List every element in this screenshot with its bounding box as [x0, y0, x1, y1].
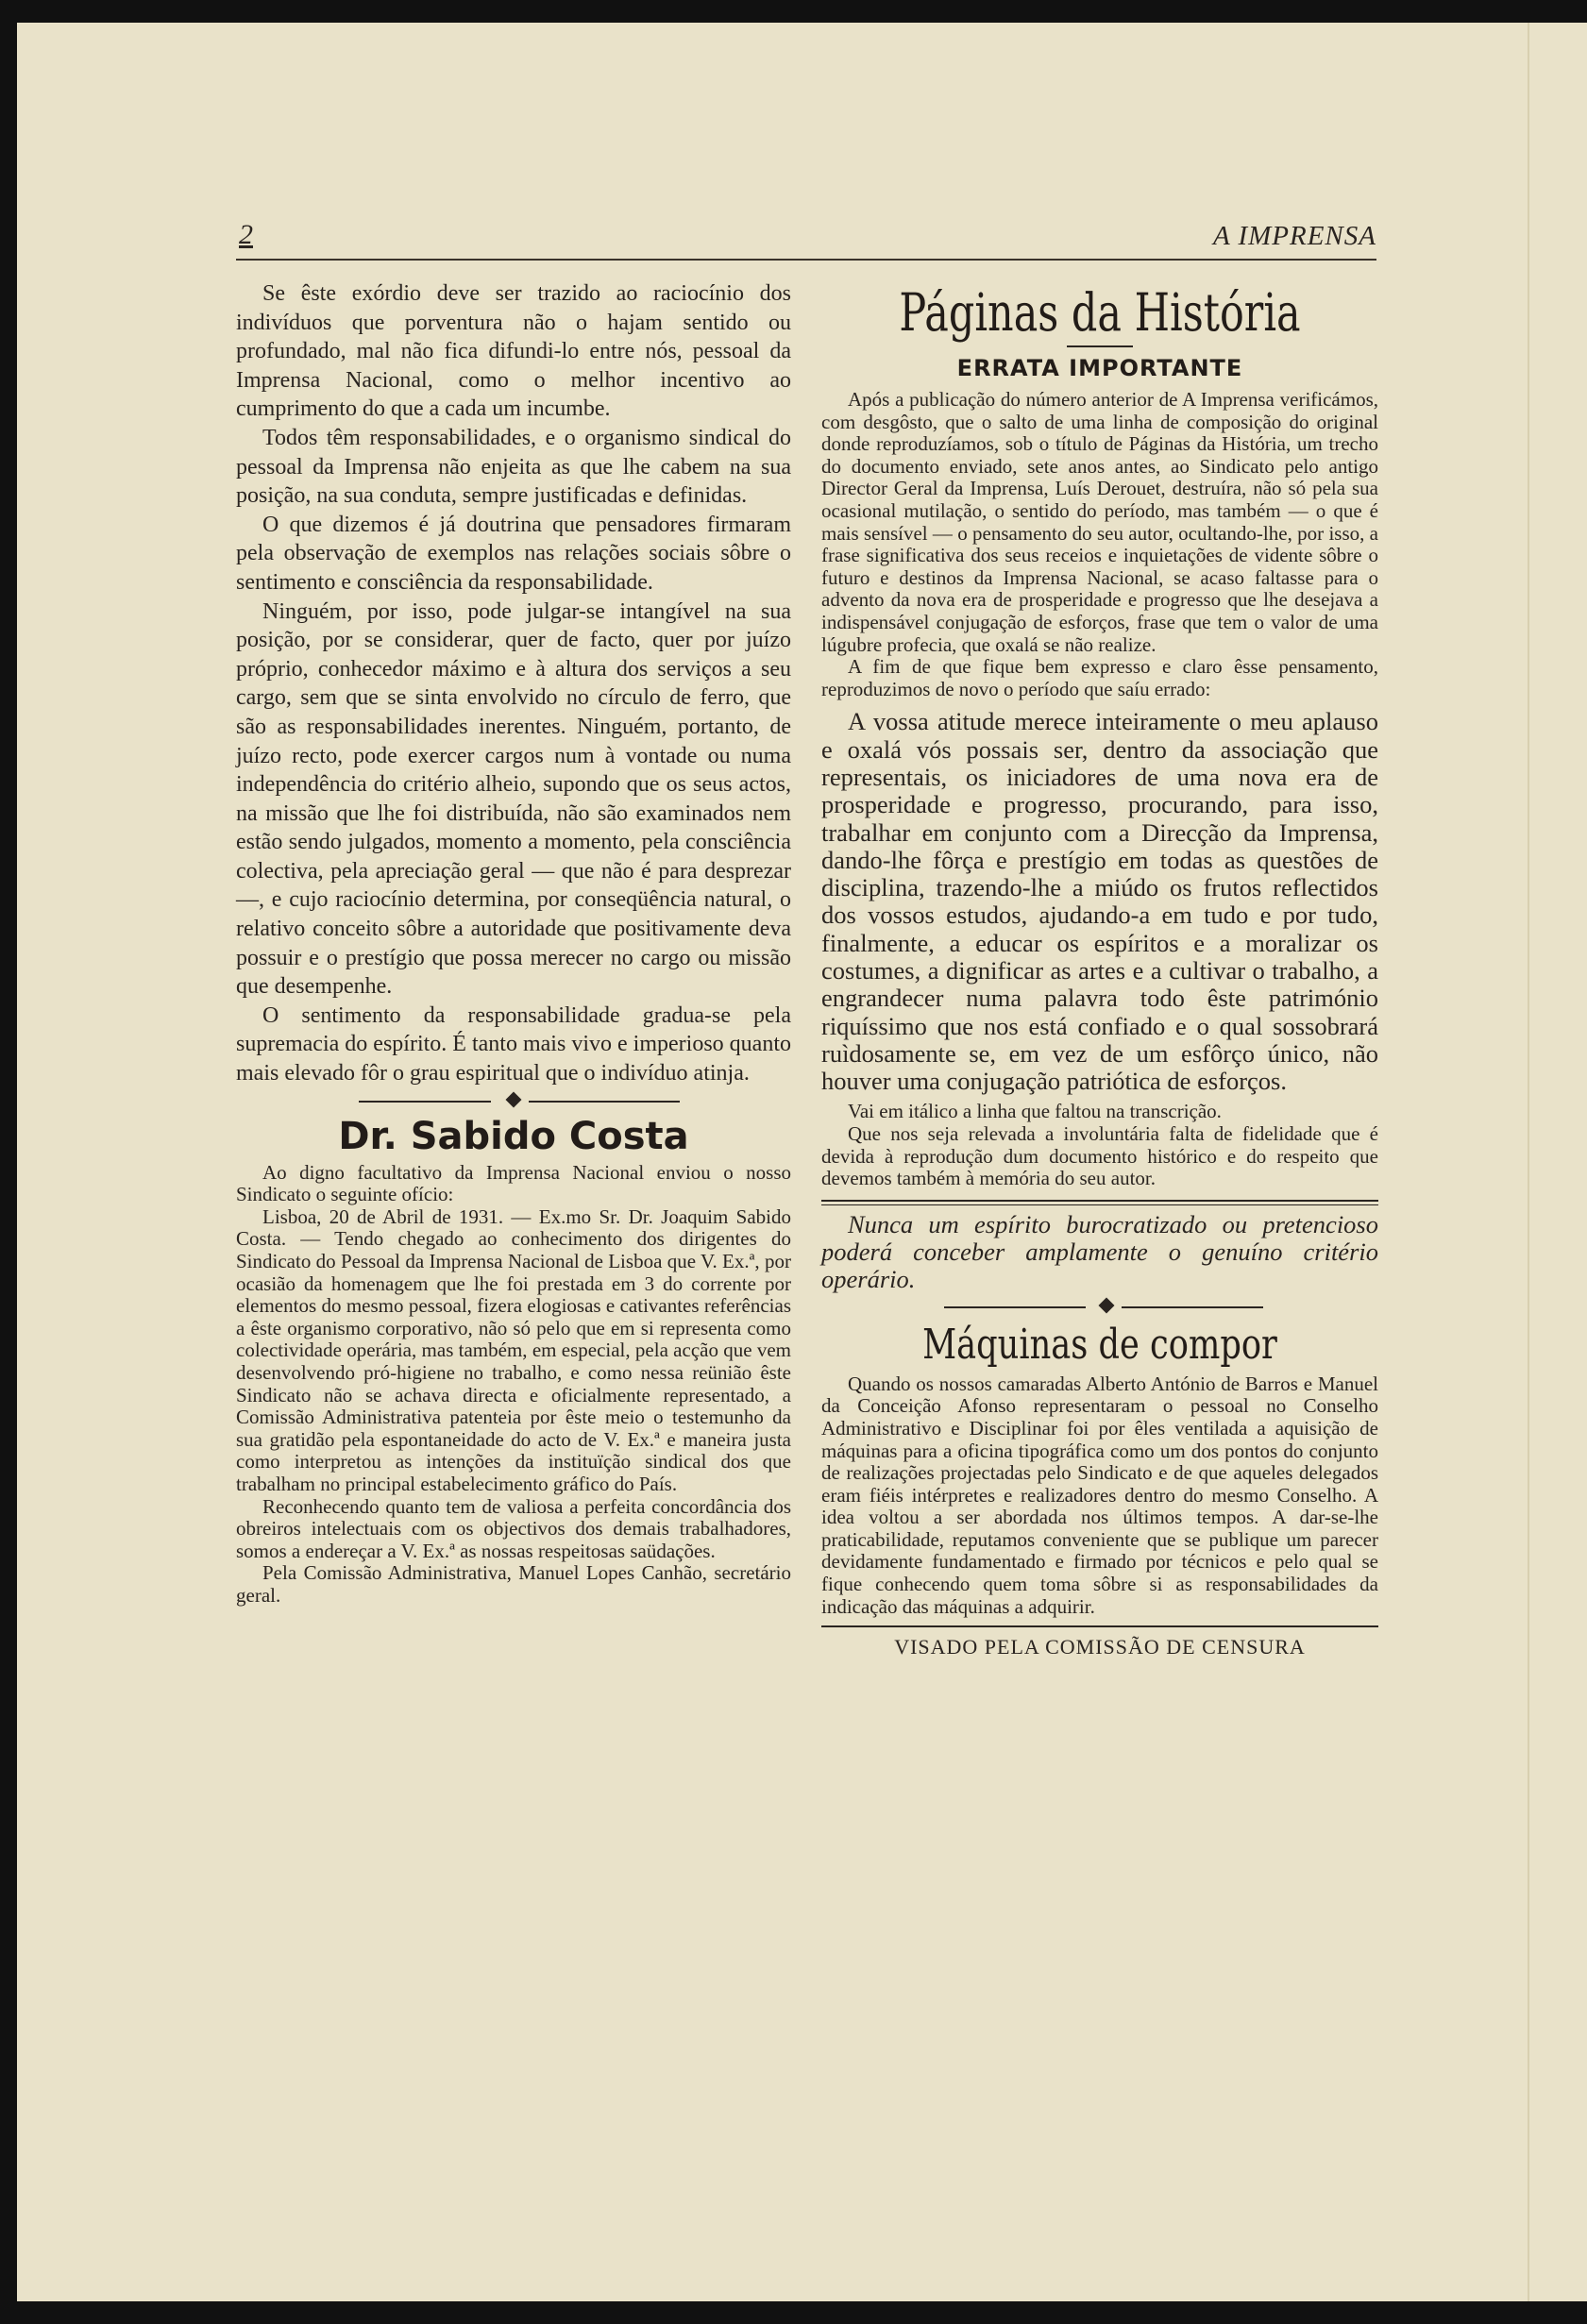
intro-paragraph-4: Ninguém, por isso, pode julgar-se intangível na sua posição, por se considerar, quer de facto, quer por juízo próprio, conhecedor máximo e à altura dos serviços a seu cargo, sem que se sinta envolvido no círculo de ferro, que são as responsabilidades inerentes. Ninguém, portanto, de juízo recto, pode exercer cargos num à vontade ou numa independência do critério alheio, supondo que os seus actos, na missão que lhe foi distribuída, não são examinados nem estão sendo julgados, momento a momento, pela consciência colectiva, pela apreciação geral — que não é para desprezar —, e cujo raciocínio determina, por conseqüência natural, o relativo conceito sôbre a autoridade que positivamente deva possuir e o prestígio que possa merecer no cargo ou missão que desempenhe.: [236, 598, 791, 1000]
sabido-intro: Ao digno facultativo da Imprensa Nacional enviou o nosso Sindicato o seguinte ofício:: [236, 1160, 791, 1206]
maquinas-title: Máquinas de compor: [922, 1320, 1277, 1369]
errata-heading: ERRATA IMPORTANTE: [956, 355, 1243, 381]
section-ornament: [236, 1094, 791, 1109]
sabido-closing: Reconhecendo quanto tem de valiosa a perfeita concordância dos obreiros intelectuais com os objectivos dos demais trabalhadores, somos a endereçar a V. Ex.ª as nossas respeitosas saüdações.: [236, 1494, 791, 1562]
publication-name: A IMPRENSA: [1213, 221, 1376, 251]
double-rule: [821, 1200, 1378, 1205]
header-rule: [236, 259, 1376, 261]
right-column: [821, 279, 1378, 1659]
errata-note-1: Vai em itálico a linha que faltou na transcrição.: [848, 1100, 1222, 1123]
errata-paragraph-2: A fim de que fique bem expresso e claro êsse pensamento, reproduzimos de novo o período que saíu errado:: [821, 655, 1378, 700]
intro-paragraph-1: Se êste exórdio deve ser trazido ao raciocínio dos indivíduos que porventura não o hajam sentido ou profundado, mal não fica difundi-lo entre nós, pessoal da Imprensa Nacional, como o melhor incentivo ao cumprimento do que a cada um incumbe.: [236, 281, 791, 422]
sabido-costa-title: Dr. Sabido Costa: [338, 1114, 689, 1158]
newspaper-page: [17, 23, 1587, 2301]
title-rule: [1067, 345, 1133, 347]
sabido-letter: Lisboa, 20 de Abril de 1931. — Ex.mo Sr. Dr. Joaquim Sabido Costa. — Tendo chegado ao conhecimento dos dirigentes do Sindicato do Pessoal da Imprensa Nacional de Lisboa que V. Ex.ª, por ocasião da homenagem que lhe foi prestada em 3 do corrente por elementos do mesmo pessoal, fizera elogiosas e cativantes referências a êste organismo corporativo, não só pelo que em si representa como colectividade operária, mas também, em especial, pela acção que vem desenvolvendo pró-higiene no trabalho, e como nessa reünião êste Sindicato não se achava directa e oficialmente representado, a Comissão Administrativa patenteia por êste meio o testemunho da sua gratidão pela espontaneidade do acto de V. Ex.ª e maneira justa como interpretou as intenções da instituïção sindical dos que trabalham no principal estabelecimento gráfico do País.: [236, 1204, 791, 1495]
intro-paragraph-3: O que dizemos é já doutrina que pensadores firmaram pela observação de exemplos nas relações sociais sôbre o sentimento e consciência da responsabilidade.: [236, 512, 791, 595]
left-column: [236, 279, 791, 1608]
maquinas-body: Quando os nossos camaradas Alberto António de Barros e Manuel da Conceição Afonso representaram o pessoal no Conselho Administrativo e Disciplinar foi por êles ventilada a aquisição de máquinas para a oficina tipográfica como um dos pontos do conjunto de realizações projectadas pelo Sindicato e de que aqueles delegados eram fiéis intérpretes e realizadores dentro do mesmo Conselho. A idea voltou a ser abordada nos últimos tempos. A dar-se-lhe praticabilidade, reputamos conveniente que se publique um parecer devidamente fundamentado e firmado por técnicos e pelo qual se fique conhecendo quem toma sôbre si as responsabilidades da indicação das máquinas a adquirir.: [821, 1372, 1378, 1618]
intro-paragraph-5: O sentimento da responsabilidade gradua-se pela supremacia do espírito. É tanto mais vivo e imperioso quanto mais elevado fôr o grau espiritual que o indivíduo atinja.: [236, 1002, 791, 1086]
intro-paragraph-2: Todos têm responsabilidades, e o organismo sindical do pessoal da Imprensa não enjeita as que lhe cabem na sua posição, na sua conduta, sempre justificadas e definidas.: [236, 425, 791, 509]
errata-paragraph-1: Após a publicação do número anterior de A Imprensa verificámos, com desgôsto, que o salto de uma linha de composição do original donde reproduzíamos, sob o título de Páginas da História, um trecho do documento enviado, sete anos antes, ao Sindicato pelo antigo Director Geral da Imprensa, Luís Derouet, destruíra, não só pela sua ocasional mutilação, o sentido do período, mas também — o que é mais sensível — o pensamento do seu autor, ocultando-lhe, por isso, a frase significativa dos seus receios e inquietações de vidente sôbre o futuro e destinos da Imprensa Nacional, se acaso faltasse para o advento da nova era de prosperidade e progresso que lhe desejava a indispensável conjugação de esforços, frase que tem o valor de uma lúgubre profecia, que oxalá se não realize.: [821, 388, 1378, 656]
paginas-historia-title: Páginas da História: [899, 282, 1301, 343]
sabido-signature: Pela Comissão Administrativa, Manuel Lopes Canhão, secretário geral.: [236, 1561, 791, 1607]
errata-note-2: Que nos seja relevada a involuntária falta de fidelidade que é devida à reprodução dum documento histórico e do respeito que devemos também à memória do seu autor.: [821, 1122, 1378, 1190]
closing-rule: [821, 1625, 1378, 1627]
paper-fold: [1528, 23, 1529, 2301]
section-ornament: [821, 1300, 1378, 1315]
page-number: 2: [239, 219, 253, 250]
motto: Nunca um espírito burocratizado ou pretencioso poderá conceber amplamente o genuíno critério operário.: [821, 1209, 1378, 1294]
errata-quote: A vossa atitude merece inteiramente o meu aplauso e oxalá vós possais ser, dentro da associação que representais, os iniciadores de uma nova era de prosperidade e progresso, procurando, para isso, trabalhar em conjunto com a Direcção da Imprensa, dando-lhe fôrça e prestígio em todas as questões de disciplina, trazendo-lhe a miúdo os frutos reflectidos dos vossos estudos, ajudando-a em tudo e por tudo, finalmente, a educar os espíritos e a moralizar os costumes, a dignificar as artes e a cultivar o trabalho, a engrandecer numa palavra todo êste património riquíssimo que nos está confiado e o qual sossobrará ruìdosamente se, em vez de um esfôrço único, não houver uma conjugação patriótica de esforços.: [821, 707, 1378, 1096]
censura-notice: VISADO PELA COMISSÃO DE CENSURA: [894, 1635, 1306, 1659]
